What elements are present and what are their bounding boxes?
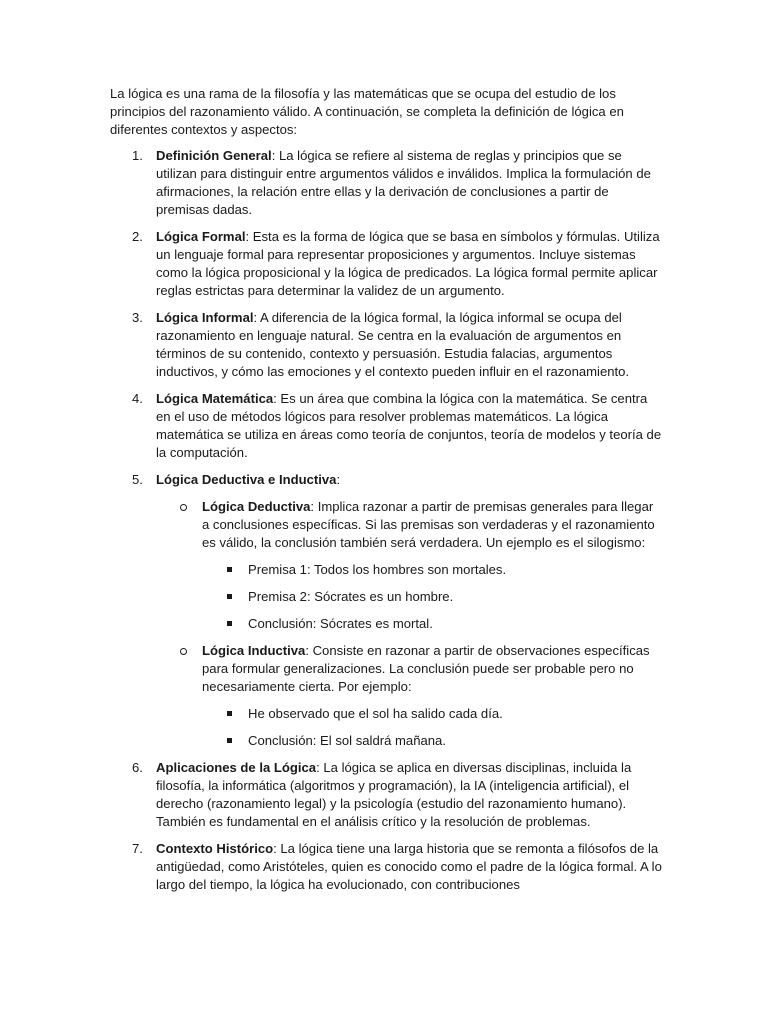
item-title: Aplicaciones de la Lógica [156,760,317,775]
item-text: : Esta es la forma de lógica que se basa en símbolos y fórmulas. Utiliza un lenguaje formal para representar proposiciones y argumentos. Incluye sistemas como la lógica proposicional y la lógica de predicados. La lógica formal permite aplicar reglas estrictas para determinar la validez de un argumento. [156,229,660,298]
item-number: 2. [132,229,143,244]
sub-item-title: Lógica Inductiva [202,643,306,658]
list-item-5 [110,471,662,750]
item-text: : [336,472,341,487]
item-text: : A diferencia de la lógica formal, la lógica informal se ocupa del razonamiento en lenguaje natural. Se centra en la evaluación de argumentos en términos de su contenido, contexto y persuasión. Estudia falacias, argumentos inductivos, y cómo las emociones y el contexto pueden influir en el razonamiento. [156,310,630,379]
bullet-text: Conclusión: Sócrates es mortal. [248,616,433,631]
bullet-item [110,561,662,579]
item-number: 7. [132,841,143,856]
item-number: 5. [132,472,143,487]
item-number: 4. [132,391,143,406]
list-item-2 [110,228,662,300]
sub-item-title: Lógica Deductiva [202,499,311,514]
item-text: : La lógica se refiere al sistema de reglas y principios que se utilizan para distinguir entre argumentos válidos e inválidos. Implica la formulación de afirmaciones, la relación entre ellas y la derivación de conclusiones a partir de premisas dadas. [156,148,651,217]
list-item-3 [110,309,662,381]
numbered-list [110,147,662,894]
item-title: Lógica Informal [156,310,254,325]
item-title: Lógica Deductiva e Inductiva [156,472,337,487]
item-number: 1. [132,148,143,163]
item-number: 6. [132,760,143,775]
list-item-4 [110,390,662,462]
bullet-item [110,588,662,606]
bullet-item [110,615,662,633]
bullet-text: He observado que el sol ha salido cada día. [248,706,503,721]
square-bullet-icon [227,594,232,599]
sub-item-text: : Implica razonar a partir de premisas generales para llegar a conclusiones específicas. Si las premisas son verdaderas y el razonamiento es válido, la conclusión también será verdadera. Un ejemplo es el silogismo: [202,499,655,550]
bullet-text: Conclusión: El sol saldrá mañana. [248,733,446,748]
bullet-item [110,732,662,750]
square-bullet-icon [227,621,232,626]
sub-item-deductiva [110,498,662,633]
bullet-text: Premisa 2: Sócrates es un hombre. [248,589,454,604]
intro-paragraph: La lógica es una rama de la filosofía y las matemáticas que se ocupa del estudio de los principios del razonamiento válido. A continuación, se completa la definición de lógica en diferentes contextos y aspectos: [110,86,624,137]
list-item-1 [110,147,662,219]
square-bullet-icon [227,567,232,572]
item-title: Lógica Matemática [156,391,274,406]
item-text: : La lógica tiene una larga historia que se remonta a filósofos de la antigüedad, como Aristóteles, quien es conocido como el padre de la lógica formal. A lo largo del tiempo, la lógica ha evolucionado, con contribuciones [156,841,662,892]
item-title: Definición General [156,148,272,163]
sub-item-text: : Consiste en razonar a partir de observaciones específicas para formular generalizaciones. La conclusión puede ser probable pero no necesariamente cierta. Por ejemplo: [202,643,650,694]
sub-item-inductiva [110,642,662,750]
item-title: Lógica Formal [156,229,246,244]
square-bullet-icon [227,711,232,716]
bullet-item [110,705,662,723]
item-text: : Es un área que combina la lógica con la matemática. Se centra en el uso de métodos lógicos para resolver problemas matemáticos. La lógica matemática se utiliza en áreas como teoría de conjuntos, teoría de modelos y teoría de la computación. [156,391,662,460]
list-item-7 [110,840,662,894]
item-number: 3. [132,310,143,325]
square-bullet-icon [227,738,232,743]
bullet-text: Premisa 1: Todos los hombres son mortales. [248,562,507,577]
circle-bullet-icon [180,504,187,511]
list-item-6 [110,759,662,831]
circle-bullet-icon [180,648,187,655]
item-text: : La lógica se aplica en diversas disciplinas, incluida la filosofía, la informática (algoritmos y programación), la IA (inteligencia artificial), el derecho (razonamiento legal) y la psicología (estudio del razonamiento humano). También es fundamental en el análisis crítico y la resolución de problemas. [156,760,632,829]
document-body [110,85,662,903]
item-title: Contexto Histórico [156,841,274,856]
